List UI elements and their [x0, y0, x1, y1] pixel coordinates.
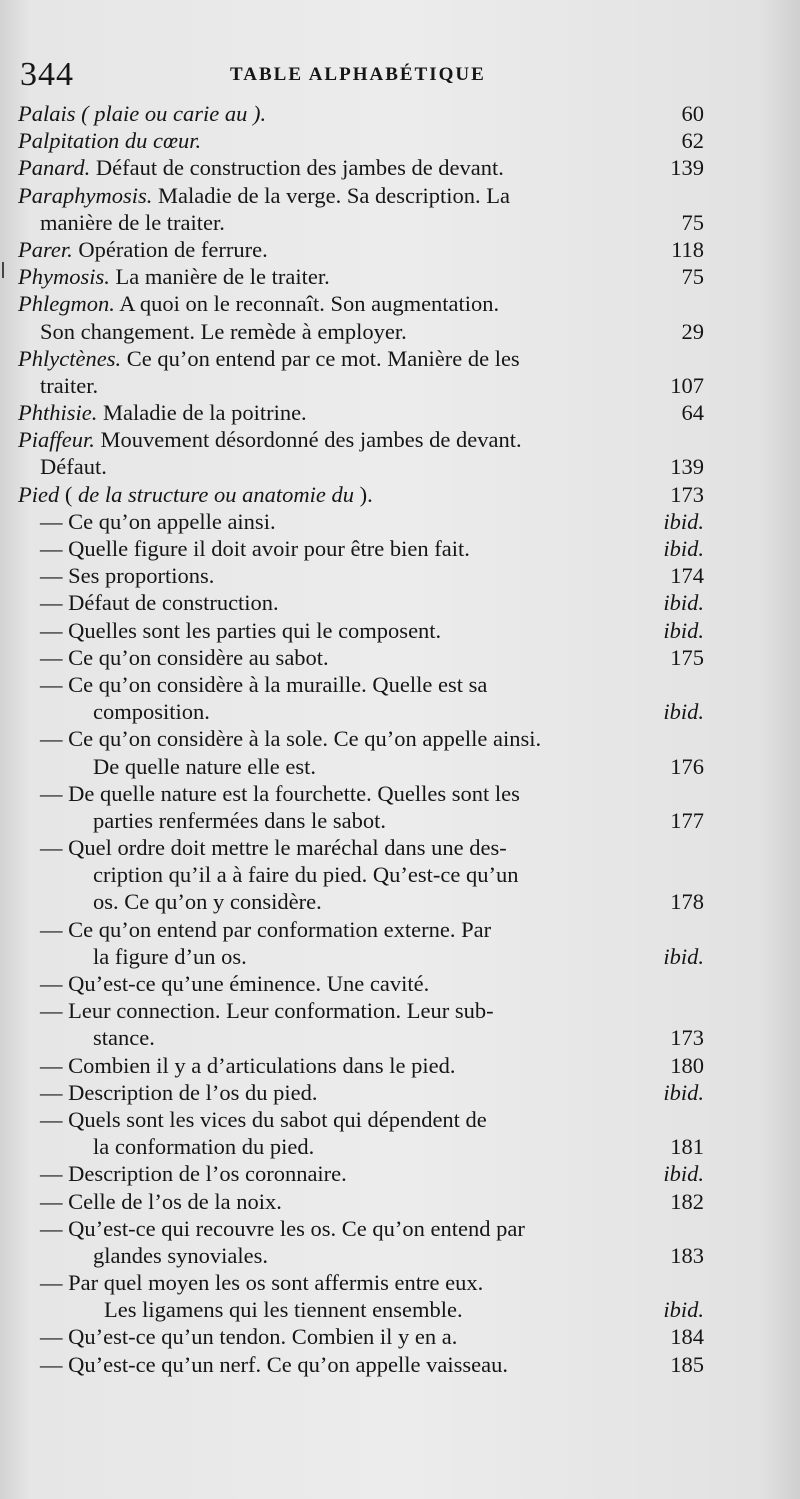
entry-text [18, 481, 373, 508]
entry-text [40, 644, 329, 671]
entry-page-ref: ibid. [663, 590, 704, 616]
entry-text [93, 1242, 268, 1269]
index-entry [0, 154, 800, 181]
entry-segment: de la structure ou anatomie du [77, 481, 354, 507]
entry-page-ref: 75 [681, 264, 704, 290]
index-entries [0, 100, 800, 1378]
entry-page-ref: ibid. [663, 1079, 704, 1105]
entry-page-ref: ibid. [663, 536, 704, 561]
entry-text [18, 236, 268, 263]
index-entry [0, 589, 800, 616]
entry-segment: — Qu’est-ce qu’un nerf. Ce qu’on appelle vaisseau. [40, 1351, 508, 1377]
entry-page-ref: 176 [670, 753, 704, 779]
entry-text [40, 209, 225, 236]
index-entry [0, 1024, 800, 1051]
entry-text [93, 807, 386, 834]
entry-page-ref: 177 [670, 807, 704, 833]
entry-page-ref: 60 [681, 101, 704, 126]
entry-text [40, 970, 429, 997]
index-entry [0, 1106, 800, 1133]
index-entry [0, 997, 800, 1024]
entry-page-ref: 183 [670, 1242, 704, 1268]
index-entry [0, 209, 800, 236]
entry-segment: — Quelle figure il doit avoir pour être bien fait. [40, 536, 470, 561]
entry-text [18, 263, 330, 290]
entry-segment: traiter. [40, 372, 99, 398]
entry-page-ref: ibid. [663, 699, 704, 725]
index-entry [0, 127, 800, 154]
entry-segment: composition. [93, 699, 210, 725]
index-entry [0, 535, 800, 562]
entry-segment: Phlyctènes. [18, 345, 122, 371]
entry-segment: Pied [18, 481, 60, 507]
entry-text [40, 916, 491, 943]
entry-segment: — Combien il y a d’articulations dans le pied. [40, 1052, 456, 1078]
entry-text [40, 453, 107, 480]
entry-segment: — Leur connection. Leur conformation. Leur sub- [40, 998, 494, 1024]
index-entry [0, 1242, 800, 1269]
entry-segment: — Quelles sont les parties qui le composent. [40, 617, 442, 643]
index-entry [0, 1351, 800, 1378]
entry-segment: la conformation du pied. [93, 1134, 315, 1160]
index-entry [0, 372, 800, 399]
entry-text [40, 1052, 456, 1079]
index-entry [0, 1052, 800, 1079]
entry-segment: — Ce qu’on considère à la muraille. Quelle est sa [40, 671, 488, 697]
entry-segment: os. Ce qu’on y considère. [93, 889, 322, 915]
index-entry [0, 508, 800, 535]
entry-page-ref: 75 [681, 209, 704, 235]
entry-text [40, 1188, 282, 1215]
entry-page-ref: 139 [670, 155, 704, 181]
entry-text [40, 1106, 487, 1133]
entry-text [40, 780, 520, 807]
entry-page-ref: 185 [670, 1351, 704, 1377]
entry-segment: Maladie de la poitrine. [97, 400, 307, 426]
entry-segment: cription qu’il a à faire du pied. Qu’est-ce qu’un [93, 862, 519, 888]
entry-page-ref: 181 [670, 1134, 704, 1160]
entry-text [18, 290, 499, 317]
entry-text [40, 725, 541, 752]
entry-text [18, 182, 510, 209]
index-entry [0, 481, 800, 508]
entry-text [18, 100, 266, 127]
entry-text [40, 834, 507, 861]
entry-text [40, 617, 441, 644]
index-entry [0, 671, 800, 698]
entry-page-ref: ibid. [663, 617, 704, 643]
entry-segment: Les ligamens qui les tiennent ensemble. [104, 1297, 463, 1323]
entry-page-ref: 139 [670, 454, 704, 480]
index-entry [0, 562, 800, 589]
entry-page-ref: 173 [670, 481, 704, 507]
entry-text [104, 1296, 463, 1323]
entry-segment: — Ce qu’on entend par conformation externe. Par [40, 916, 492, 942]
entry-segment: — Ses proportions. [40, 563, 215, 589]
entry-text [40, 318, 407, 345]
entry-text [93, 753, 316, 780]
page-number: 344 [20, 56, 74, 93]
index-entry [0, 1269, 800, 1296]
index-entry [0, 943, 800, 970]
index-entry [0, 100, 800, 127]
entry-segment: ). [354, 481, 373, 507]
entry-text [40, 1079, 317, 1106]
entry-segment: — Ce qu’on considère au sabot. [40, 644, 329, 670]
entry-page-ref: 64 [681, 400, 704, 426]
entry-page-ref: 180 [670, 1052, 704, 1078]
index-entry [0, 345, 800, 372]
entry-segment: Son changement. Le remède à employer. [40, 318, 407, 344]
entry-segment: — Description de l’os coronnaire. [40, 1161, 347, 1187]
entry-segment: — Qu’est-ce qu’un tendon. Combien il y en a. [40, 1324, 458, 1350]
entry-segment: — Par quel moyen les os sont affermis entre eux. [40, 1270, 484, 1296]
entry-page-ref: 118 [671, 236, 704, 262]
entry-page-ref: 173 [670, 1025, 704, 1051]
entry-segment: — Défaut de construction. [40, 590, 279, 616]
entry-page-ref: 174 [670, 563, 704, 589]
entry-segment: ( [59, 481, 78, 507]
entry-segment: — Quel ordre doit mettre le maréchal dans une des- [40, 835, 507, 861]
entry-segment: Ce qu’on entend par ce mot. Manière de les [121, 345, 520, 371]
entry-segment: glandes synoviales. [93, 1242, 268, 1268]
index-entry [0, 644, 800, 671]
entry-text [40, 1351, 508, 1378]
index-entry [0, 1215, 800, 1242]
entry-segment: — Quels sont les vices du sabot qui dépendent de [40, 1106, 487, 1132]
index-entry [0, 617, 800, 644]
entry-segment: Défaut. [40, 454, 107, 480]
entry-page-ref: 62 [681, 128, 704, 154]
entry-segment: manière de le traiter. [40, 209, 225, 235]
entry-segment: — Ce qu’on appelle ainsi. [40, 508, 276, 534]
index-entry [0, 698, 800, 725]
index-entry [0, 1188, 800, 1215]
entry-page-ref: 175 [670, 644, 704, 670]
entry-text [40, 372, 98, 399]
entry-text [40, 1160, 347, 1187]
entry-text [40, 589, 279, 616]
entry-page-ref: ibid. [663, 943, 704, 969]
index-entry [0, 970, 800, 997]
index-entry [0, 916, 800, 943]
entry-segment: Phlegmon. [18, 291, 115, 317]
index-entry [0, 263, 800, 290]
entry-text [93, 943, 247, 970]
index-entry [0, 1160, 800, 1187]
index-entry [0, 290, 800, 317]
entry-segment: parties renfermées dans le sabot. [93, 807, 387, 833]
index-entry [0, 1323, 800, 1350]
index-entry [0, 426, 800, 453]
entry-text [18, 399, 307, 426]
entry-segment: La manière de le traiter. [109, 264, 330, 290]
entry-segment: A quoi on le reconnaît. Son augmentation. [114, 291, 500, 317]
entry-text [18, 345, 520, 372]
entry-segment: Panard. [18, 155, 91, 181]
index-entry [0, 861, 800, 888]
entry-segment: De quelle nature elle est. [93, 753, 317, 779]
entry-segment: Piaffeur. [18, 427, 95, 453]
entry-page-ref: 178 [670, 889, 704, 915]
entry-page-ref: 107 [670, 372, 704, 398]
entry-page-ref: 182 [670, 1188, 704, 1214]
entry-text [40, 508, 276, 535]
entry-page-ref: ibid. [663, 1161, 704, 1187]
index-entry [0, 834, 800, 861]
index-entry [0, 807, 800, 834]
entry-segment: Paraphymosis. [18, 182, 153, 208]
entry-page-ref: ibid. [663, 508, 704, 534]
index-entry [0, 453, 800, 480]
entry-text [40, 562, 214, 589]
entry-text [93, 698, 210, 725]
index-entry [0, 318, 800, 345]
index-entry [0, 1079, 800, 1106]
index-entry [0, 399, 800, 426]
entry-segment: Défaut de construction des jambes de devant. [90, 155, 504, 181]
entry-text [40, 1269, 483, 1296]
entry-text [93, 861, 518, 888]
index-entry [0, 182, 800, 209]
entry-segment: la figure d’un os. [93, 943, 247, 969]
entry-segment: stance. [93, 1025, 155, 1051]
entry-segment: — Description de l’os du pied. [40, 1079, 318, 1105]
entry-segment: Palais ( plaie ou carie au ). [18, 101, 267, 126]
entry-text [18, 127, 201, 154]
entry-segment: Palpitation du cœur. [18, 128, 202, 154]
index-entry [0, 1133, 800, 1160]
index-entry [0, 753, 800, 780]
entry-text [40, 535, 470, 562]
entry-segment: Opération de ferrure. [72, 236, 268, 262]
entry-text [93, 1024, 155, 1051]
entry-segment: — De quelle nature est la fourchette. Quelles sont les [40, 780, 520, 806]
entry-segment: — Qu’est-ce qu’une éminence. Une cavité. [40, 971, 430, 996]
entry-segment: Phymosis. [18, 264, 110, 290]
entry-segment: — Ce qu’on considère à la sole. Ce qu’on appelle ainsi. [40, 726, 542, 752]
index-entry [0, 725, 800, 752]
running-title: TABLE ALPHABÉTIQUE [230, 64, 486, 85]
index-entry [0, 1296, 800, 1323]
entry-text [40, 997, 494, 1024]
entry-page-ref: ibid. [663, 1297, 704, 1323]
entry-text [18, 426, 522, 453]
entry-text [18, 154, 504, 181]
index-entry [0, 780, 800, 807]
index-entry [0, 236, 800, 263]
entry-text [40, 1215, 525, 1242]
entry-segment: — Qu’est-ce qui recouvre les os. Ce qu’on entend par [40, 1215, 525, 1241]
entry-segment: Maladie de la verge. Sa description. La [152, 182, 510, 208]
index-entry [0, 888, 800, 915]
entry-segment: Mouvement désordonné des jambes de devant. [94, 427, 522, 453]
entry-text [93, 1133, 314, 1160]
page-header [20, 56, 700, 96]
entry-segment: — Celle de l’os de la noix. [40, 1188, 282, 1214]
entry-segment: Phthisie. [18, 400, 98, 426]
entry-text [40, 1323, 457, 1350]
entry-text [40, 671, 487, 698]
entry-page-ref: 29 [681, 318, 704, 344]
entry-page-ref: 184 [670, 1324, 704, 1350]
entry-segment: Parer. [18, 236, 73, 262]
entry-text [93, 888, 322, 915]
